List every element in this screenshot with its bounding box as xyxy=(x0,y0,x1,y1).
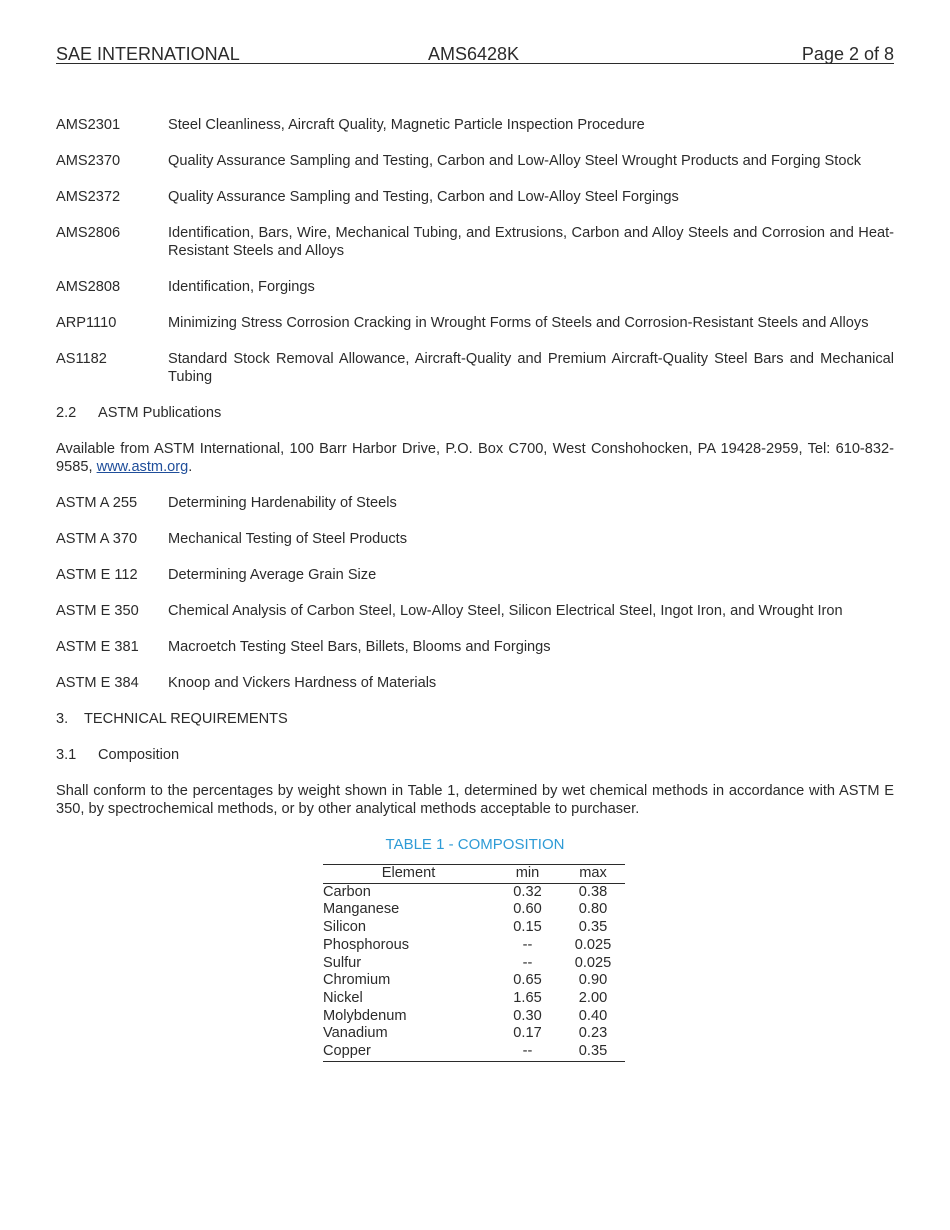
table-header-row xyxy=(323,865,625,884)
composition-table xyxy=(323,864,625,1062)
section-number: 3. xyxy=(56,711,69,727)
table-row xyxy=(323,955,625,973)
section-2-2-heading xyxy=(56,404,894,422)
min-value: 0.60 xyxy=(513,901,542,918)
reference-title: Identification, Bars, Wire, Mechanical Tubing, and Extrusions, Carbon and Alloy Steels and Corrosion and Heat-Resistant Steels and Alloys xyxy=(168,225,894,259)
element-name: Carbon xyxy=(323,883,371,900)
min-value: 0.65 xyxy=(513,972,542,989)
reference-code: ASTM E 350 xyxy=(56,603,139,619)
section-number: 3.1 xyxy=(56,747,77,763)
element-name: Chromium xyxy=(323,972,391,989)
table-row xyxy=(323,1043,625,1061)
reference-title: Identification, Forgings xyxy=(168,279,315,295)
max-value: 0.38 xyxy=(578,883,608,900)
reference-code: ARP1110 xyxy=(56,315,117,331)
reference-entry xyxy=(56,224,894,260)
reference-entry xyxy=(56,638,894,656)
reference-code: ASTM E 112 xyxy=(56,567,138,583)
reference-title: Minimizing Stress Corrosion Cracking in Wrought Forms of Steels and Corrosion-Resistant Steels and Alloys xyxy=(168,315,869,331)
header-max: max xyxy=(579,865,607,881)
reference-code: AMS2301 xyxy=(56,117,121,133)
reference-entry xyxy=(56,674,894,692)
reference-entry xyxy=(56,530,894,548)
max-value: 0.40 xyxy=(578,1007,608,1024)
sae-reference-list xyxy=(56,116,894,386)
element-name: Silicon xyxy=(323,919,366,936)
reference-entry xyxy=(56,314,894,332)
max-value: 0.80 xyxy=(578,901,608,918)
section-3-heading xyxy=(56,710,894,728)
element-name: Copper xyxy=(323,1043,371,1060)
section-3-1-heading xyxy=(56,746,894,764)
min-value: 0.15 xyxy=(513,919,542,936)
reference-entry xyxy=(56,350,894,386)
reference-entry xyxy=(56,152,894,170)
header-min: min xyxy=(515,865,540,881)
element-name: Molybdenum xyxy=(323,1007,407,1024)
reference-code: AMS2808 xyxy=(56,279,121,295)
min-value: 0.30 xyxy=(513,1007,542,1024)
document-body xyxy=(56,116,894,1062)
element-name: Nickel xyxy=(323,989,363,1006)
min-value: 0.32 xyxy=(513,883,542,900)
table-row xyxy=(323,937,625,955)
reference-title: Mechanical Testing of Steel Products xyxy=(168,531,408,547)
table-row xyxy=(323,1025,625,1043)
composition-paragraph: Shall conform to the percentages by weight shown in Table 1, determined by wet chemical methods in accordance with ASTM E 350, by spectrochemical methods, or by other analytical methods acceptable to purchaser. xyxy=(56,783,894,817)
reference-title: Quality Assurance Sampling and Testing, Carbon and Low-Alloy Steel Forgings xyxy=(168,189,679,205)
header-page-number: Page 2 of 8 xyxy=(801,44,894,64)
reference-code: ASTM A 255 xyxy=(56,495,138,511)
min-value: -- xyxy=(522,936,533,953)
reference-title: Steel Cleanliness, Aircraft Quality, Magnetic Particle Inspection Procedure xyxy=(168,117,645,133)
element-name: Sulfur xyxy=(323,954,362,971)
reference-title: Quality Assurance Sampling and Testing, Carbon and Low-Alloy Steel Wrought Products and Forging Stock xyxy=(168,153,862,169)
reference-entry xyxy=(56,116,894,134)
section-title: TECHNICAL REQUIREMENTS xyxy=(84,711,288,727)
reference-title: Macroetch Testing Steel Bars, Billets, Blooms and Forgings xyxy=(168,639,551,655)
table-row xyxy=(323,883,625,901)
element-name: Vanadium xyxy=(323,1025,388,1042)
reference-title: Determining Average Grain Size xyxy=(168,567,377,583)
reference-entry xyxy=(56,566,894,584)
section-number: 2.2 xyxy=(56,405,77,421)
section-title: ASTM Publications xyxy=(98,405,222,421)
table-row xyxy=(323,901,625,919)
element-name: Manganese xyxy=(323,901,400,918)
reference-code: AMS2370 xyxy=(56,153,121,169)
header-doc-id: AMS6428K xyxy=(428,44,520,64)
element-name: Phosphorous xyxy=(323,936,410,953)
header-element: Element xyxy=(381,865,436,881)
max-value: 0.025 xyxy=(574,954,612,971)
reference-code: ASTM E 381 xyxy=(56,639,139,655)
reference-title: Knoop and Vickers Hardness of Materials xyxy=(168,675,437,691)
reference-entry xyxy=(56,602,894,620)
section-title: Composition xyxy=(98,747,180,763)
header-org: SAE INTERNATIONAL xyxy=(56,44,240,64)
reference-entry xyxy=(56,188,894,206)
availability-end: . xyxy=(188,459,193,475)
availability-text: Available from ASTM International, 100 Barr Harbor Drive, P.O. Box C700, West Conshohocken, PA 19428-2959, Tel: 610-832-9585, xyxy=(56,441,894,475)
max-value: 0.025 xyxy=(574,936,612,953)
reference-code: AMS2372 xyxy=(56,189,121,205)
max-value: 0.35 xyxy=(578,1043,608,1060)
reference-code: ASTM A 370 xyxy=(56,531,138,547)
table-1-title: TABLE 1 - COMPOSITION xyxy=(385,836,565,853)
min-value: 1.65 xyxy=(513,989,542,1006)
reference-code: AS1182 xyxy=(56,351,107,367)
reference-title: Chemical Analysis of Carbon Steel, Low-Alloy Steel, Silicon Electrical Steel, Ingot Iron, and Wrought Iron xyxy=(168,603,843,619)
reference-title: Standard Stock Removal Allowance, Aircraft-Quality and Premium Aircraft-Quality Steel Bars and Mechanical Tubing xyxy=(168,351,894,385)
max-value: 0.90 xyxy=(578,972,608,989)
table-row xyxy=(323,990,625,1008)
max-value: 0.35 xyxy=(578,919,608,936)
min-value: -- xyxy=(522,954,533,971)
reference-code: AMS2806 xyxy=(56,225,121,241)
table-row xyxy=(323,1008,625,1026)
max-value: 2.00 xyxy=(578,989,608,1006)
page-header xyxy=(56,44,894,64)
reference-entry xyxy=(56,494,894,512)
reference-code: ASTM E 384 xyxy=(56,675,139,691)
table-row xyxy=(323,972,625,990)
astm-reference-list xyxy=(56,494,894,692)
reference-entry xyxy=(56,278,894,296)
astm-availability-paragraph xyxy=(56,440,894,476)
astm-website-link[interactable]: www.astm.org xyxy=(96,459,189,475)
table-row xyxy=(323,919,625,937)
max-value: 0.23 xyxy=(578,1025,608,1042)
reference-title: Determining Hardenability of Steels xyxy=(168,495,397,511)
min-value: 0.17 xyxy=(513,1025,542,1042)
min-value: -- xyxy=(522,1043,533,1060)
